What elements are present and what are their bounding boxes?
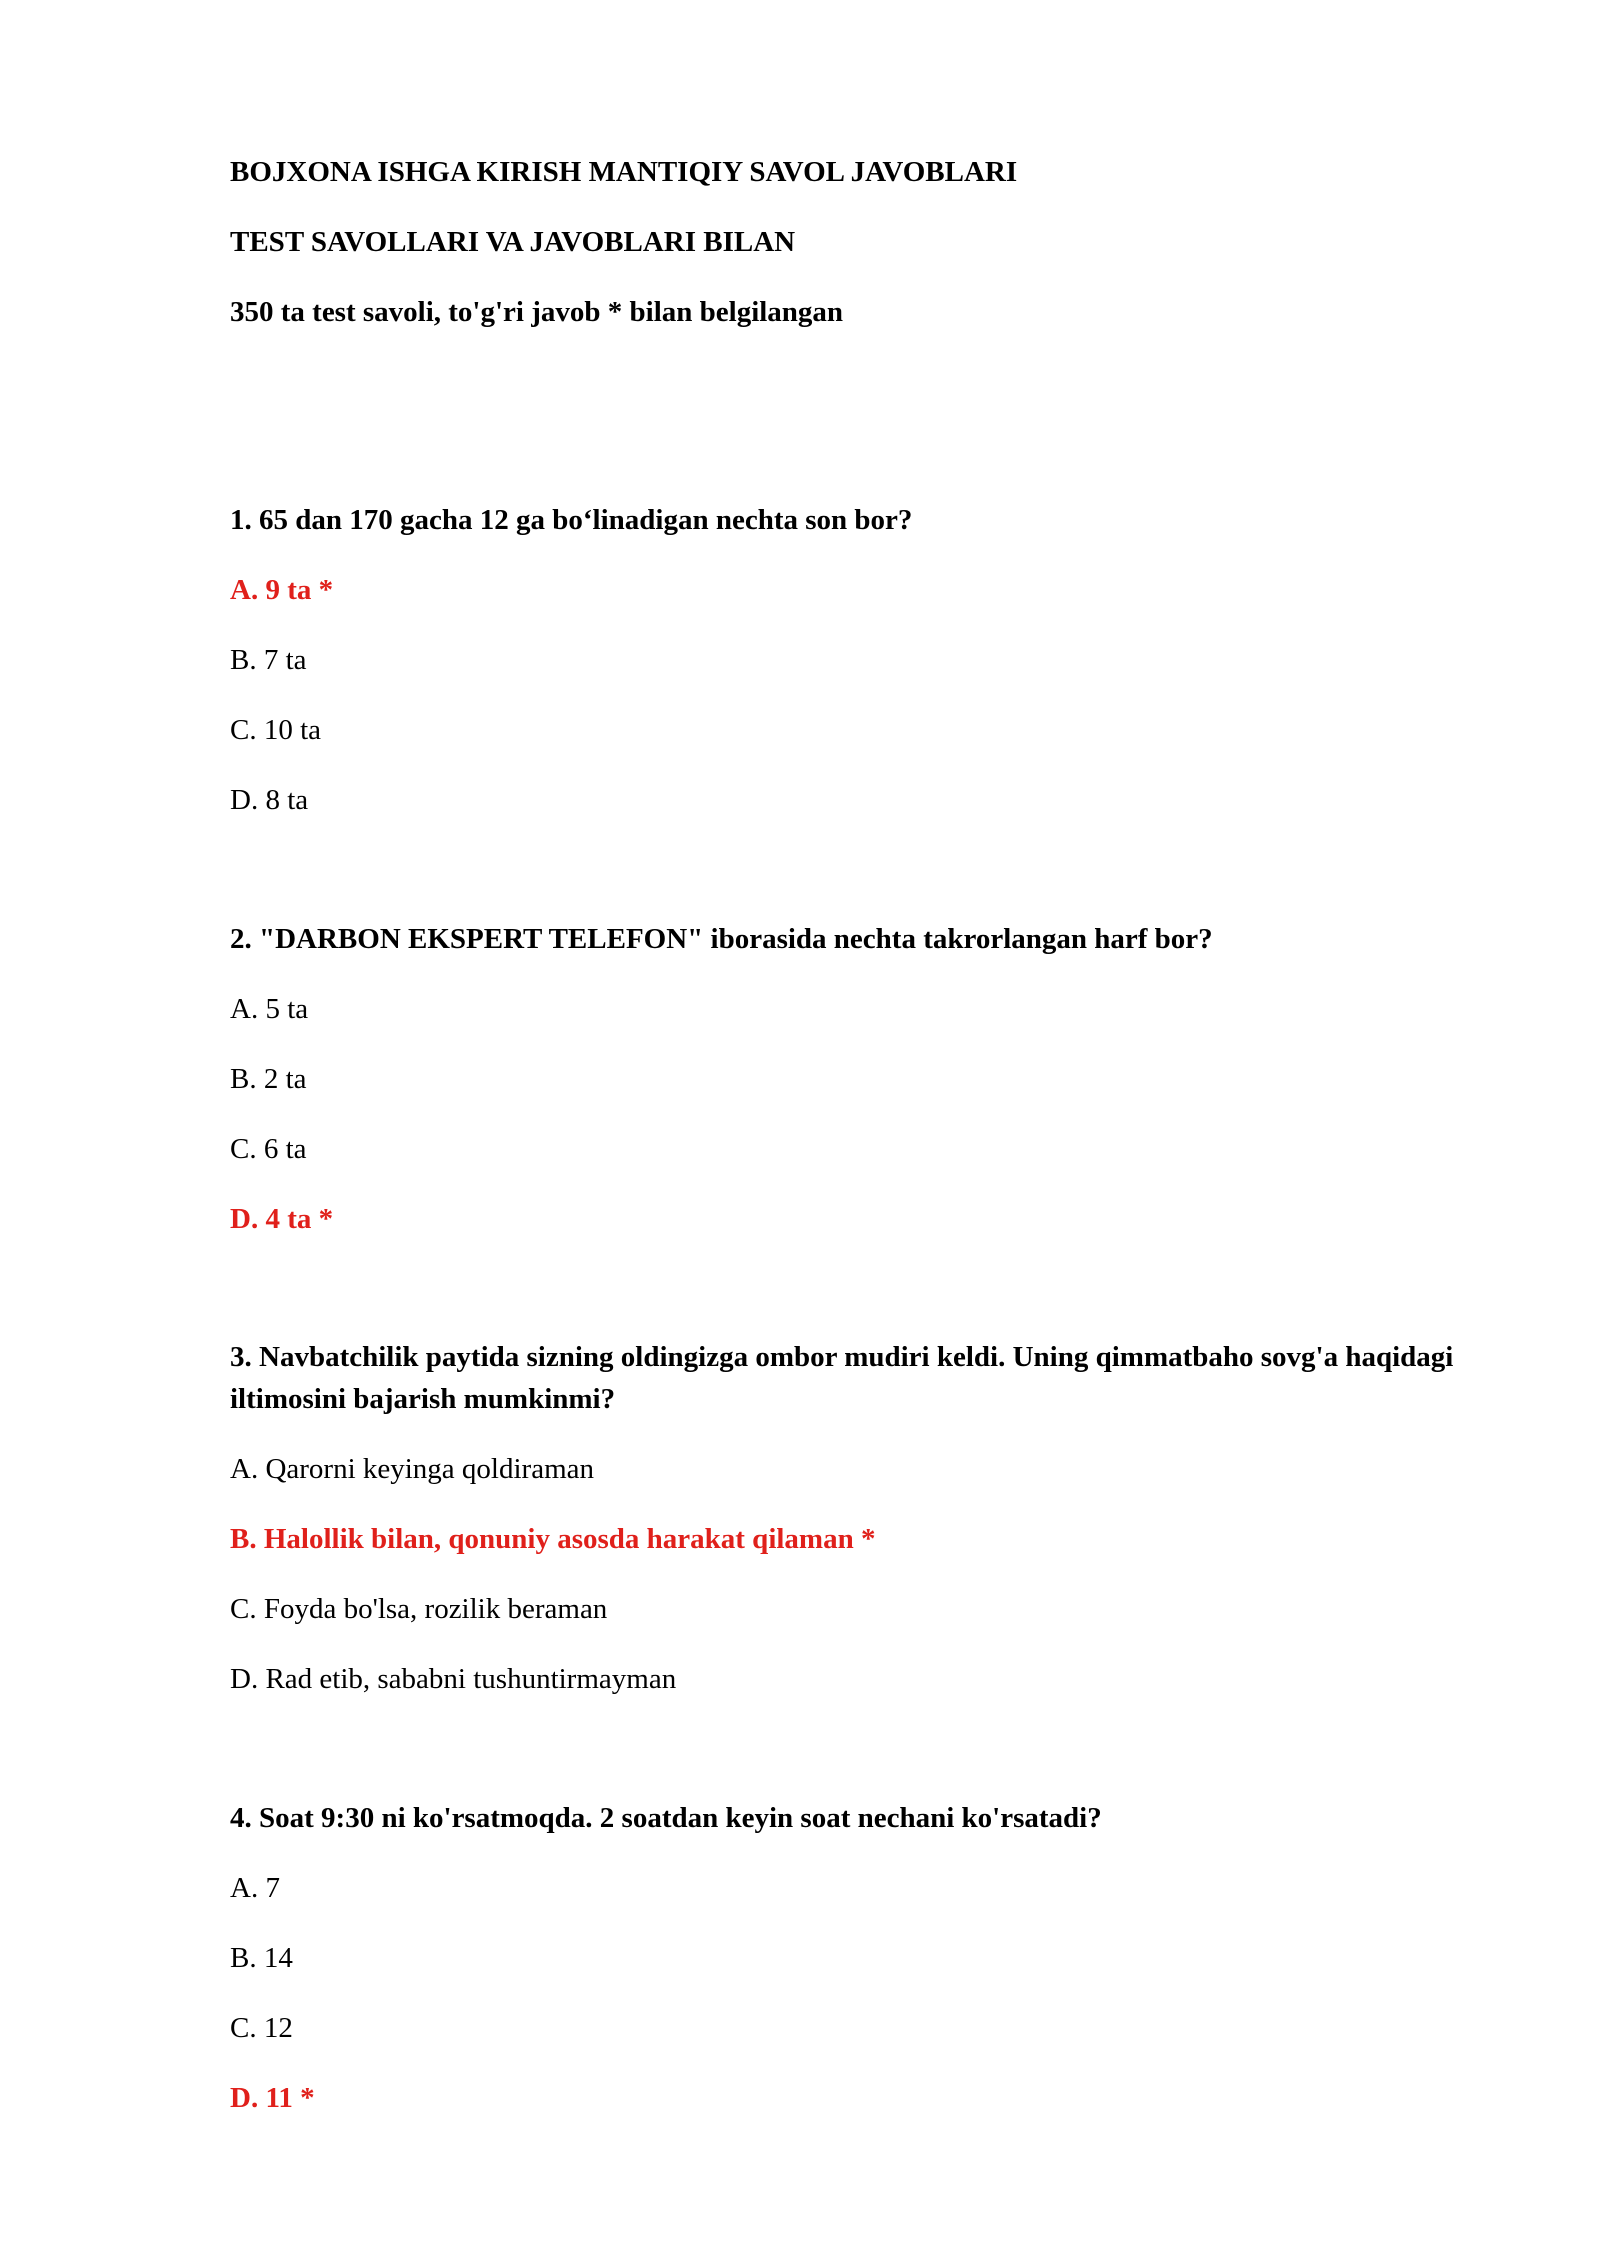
question-3-option-b: B. Halollik bilan, qonuniy asosda harakat qilaman * bbox=[230, 1523, 876, 1555]
question-1-text: 1. 65 dan 170 gacha 12 ga bo‘linadigan nechta son bor? bbox=[230, 504, 913, 536]
question-4-option-d: D. 11 * bbox=[230, 2082, 315, 2114]
question-1-option-b: B. 7 ta bbox=[230, 644, 307, 676]
question-1-option-a: A. 9 ta * bbox=[230, 574, 334, 606]
question-2-text: 2. "DARBON EKSPERT TELEFON" iborasida nechta takrorlangan harf bor? bbox=[230, 923, 1213, 955]
question-1-option-d: D. 8 ta bbox=[230, 784, 309, 816]
question-4-option-a: A. 7 bbox=[230, 1872, 280, 1904]
document-subtitle: TEST SAVOLLARI VA JAVOBLARI BILAN bbox=[230, 226, 796, 258]
question-3-option-a: A. Qarorni keyinga qoldiraman bbox=[230, 1453, 595, 1485]
question-2-option-b: B. 2 ta bbox=[230, 1063, 307, 1095]
question-2-option-c: C. 6 ta bbox=[230, 1133, 307, 1165]
document-title: BOJXONA ISHGA KIRISH MANTIQIY SAVOL JAVOBLARI bbox=[230, 156, 1018, 188]
question-4-option-b: B. 14 bbox=[230, 1942, 293, 1974]
question-3-text: 3. Navbatchilik paytida sizning oldingizga ombor mudiri keldi. Uning qimmatbaho sovg'a haqidagi iltimosini bajarish mumkinmi? bbox=[230, 1341, 1454, 1415]
question-1-option-c: C. 10 ta bbox=[230, 714, 322, 746]
question-2-option-a: A. 5 ta bbox=[230, 993, 309, 1025]
question-3-option-d: D. Rad etib, sababni tushuntirmayman bbox=[230, 1663, 677, 1695]
question-2-option-d: D. 4 ta * bbox=[230, 1203, 334, 1235]
question-4-option-c: C. 12 bbox=[230, 2012, 293, 2044]
question-3-option-c: C. Foyda bo'lsa, rozilik beraman bbox=[230, 1593, 608, 1625]
question-4-text: 4. Soat 9:30 ni ko'rsatmoqda. 2 soatdan keyin soat nechani ko'rsatadi? bbox=[230, 1802, 1102, 1834]
document-note: 350 ta test savoli, to'g'ri javob * bilan belgilangan bbox=[230, 296, 844, 328]
